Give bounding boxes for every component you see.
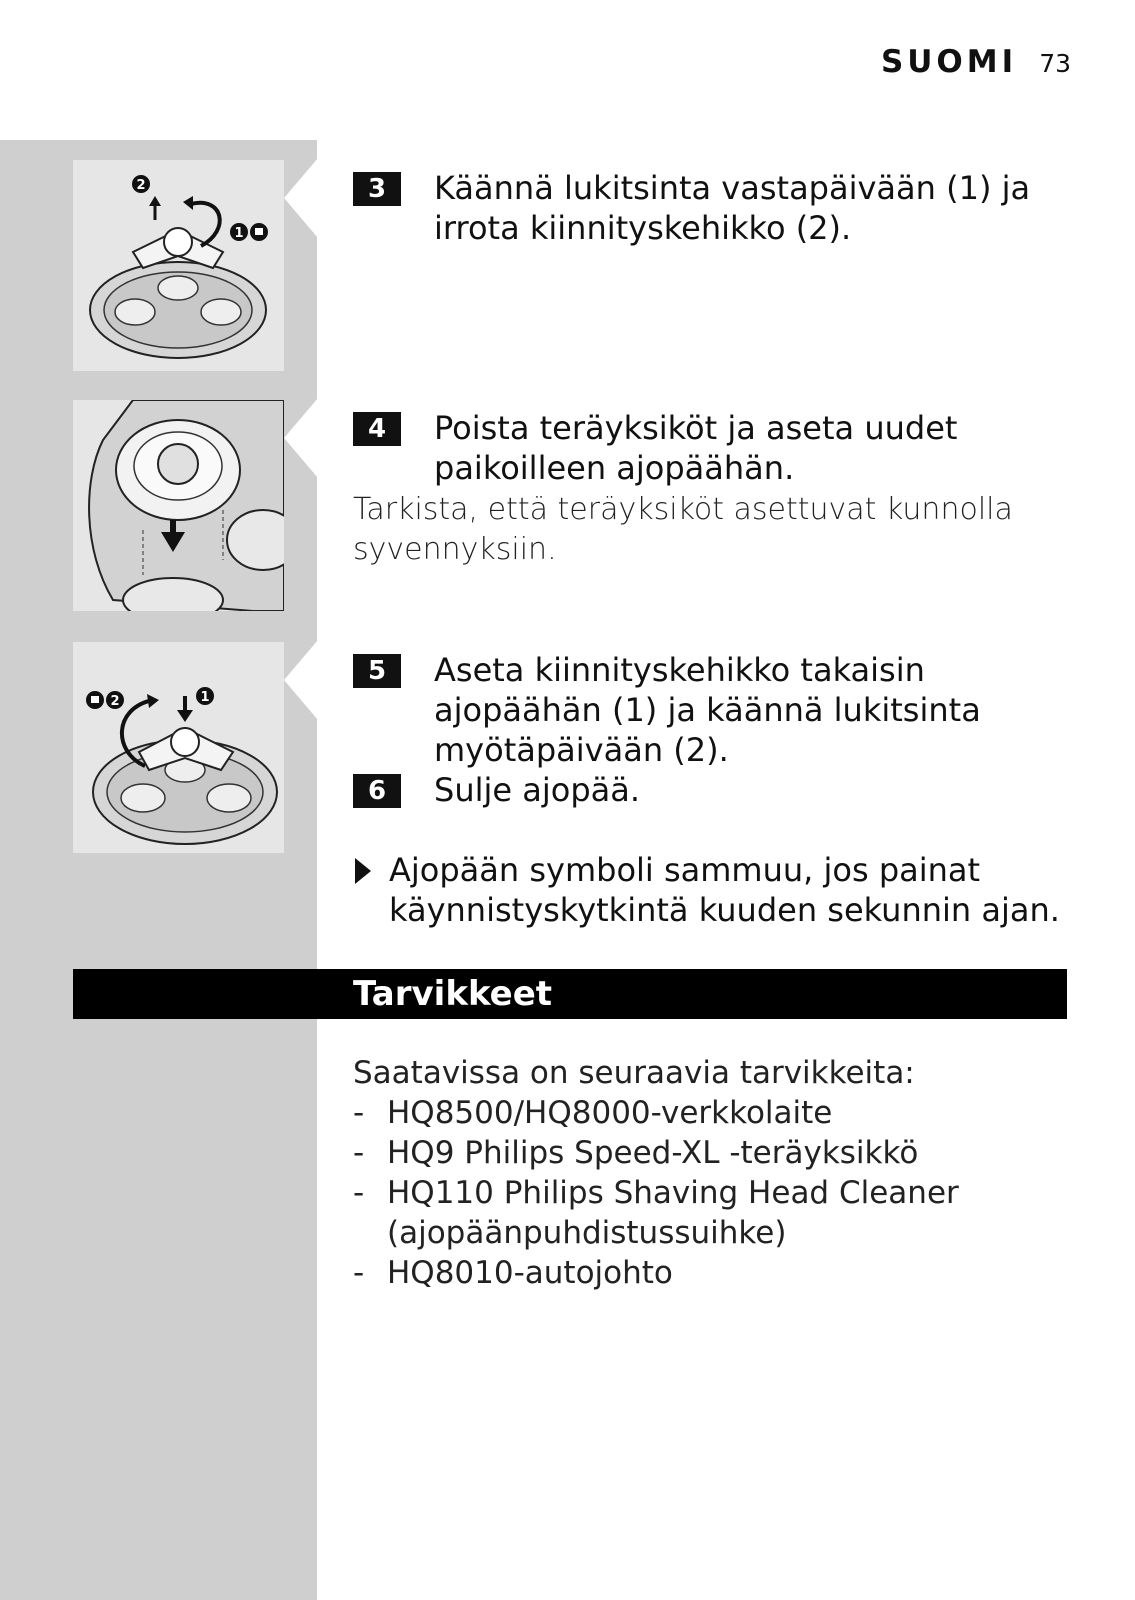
figure2-pointer <box>284 398 318 478</box>
step-4 <box>353 408 1073 488</box>
figure3-pointer <box>284 640 318 720</box>
step-number: 4 <box>353 412 401 446</box>
figure1-pointer <box>284 158 318 238</box>
list-dash: - <box>353 1135 365 1171</box>
result-text: Ajopään symboli sammuu, jos painat käynnistyskytkintä kuuden sekunnin ajan. <box>389 851 1060 929</box>
figure3-label-2: 2 <box>110 694 120 709</box>
result-note <box>353 850 1073 930</box>
list-item-text: HQ9 Philips Speed-XL -teräyksikkö <box>387 1135 919 1171</box>
figure3-label-1: 1 <box>200 690 210 705</box>
step-4-note: Tarkista, että teräyksiköt asettuvat kunnolla syvennyksiin. <box>353 492 1013 567</box>
figure-lock-retaining-frame <box>73 642 284 853</box>
step-number: 6 <box>353 774 401 808</box>
figure1-label-2: 2 <box>136 178 146 193</box>
shaving-head-lock-retaining-frame-icon <box>73 642 284 853</box>
list-item <box>353 1173 1073 1253</box>
section-title: Tarvikkeet <box>353 974 553 1014</box>
step-6 <box>353 770 1073 810</box>
list-item-text: HQ8010-autojohto <box>387 1255 673 1291</box>
result-triangle-icon <box>353 854 375 888</box>
list-dash: - <box>353 1175 365 1211</box>
figure-insert-cutting-units <box>73 400 284 611</box>
step-3 <box>353 168 1073 248</box>
list-item <box>353 1093 1073 1133</box>
figure-unlock-retaining-frame <box>73 160 284 371</box>
language-title: SUOMI <box>880 44 1018 80</box>
step-text: Sulje ajopää. <box>434 771 641 809</box>
step-text: Aseta kiinnityskehikko takaisin ajopäähän (1) ja käännä lukitsinta myötäpäivään (2). <box>434 651 981 769</box>
list-item <box>353 1253 1073 1293</box>
step-text: Käännä lukitsinta vastapäivään (1) ja irrota kiinnityskehikko (2). <box>434 169 1031 247</box>
shaving-head-unlock-retaining-frame-icon <box>73 160 284 371</box>
page-number: 73 <box>1039 49 1071 78</box>
page-header <box>881 44 1071 94</box>
step-5 <box>353 650 1073 770</box>
list-item-text: HQ110 Philips Shaving Head Cleaner (ajopäänpuhdistussuihke) <box>387 1175 959 1251</box>
list-item-text: HQ8500/HQ8000-verkkolaite <box>387 1095 833 1131</box>
list-item <box>353 1133 1073 1173</box>
list-dash: - <box>353 1095 365 1131</box>
accessories-intro: Saatavissa on seuraavia tarvikkeita: <box>353 1055 915 1091</box>
accessories-list <box>353 1093 1073 1293</box>
figure1-label-1: 1 <box>234 226 244 241</box>
section-bar-accessories <box>73 969 1067 1019</box>
step-number: 5 <box>353 654 401 688</box>
list-dash: - <box>353 1255 365 1291</box>
step-text: Poista teräyksiköt ja aseta uudet paikoilleen ajopäähän. <box>434 409 958 487</box>
step-number: 3 <box>353 172 401 206</box>
shaving-head-insert-cutting-units-icon <box>73 400 284 611</box>
